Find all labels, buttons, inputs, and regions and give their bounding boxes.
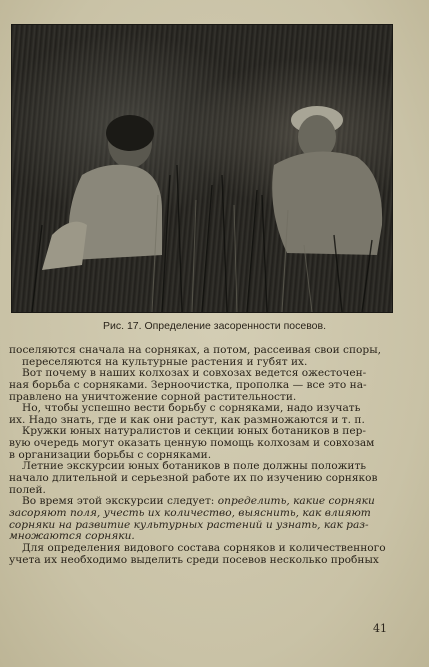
field-photo: [11, 24, 393, 313]
text-line: в организации борьбы с сорняками.: [9, 449, 212, 461]
figure-caption: Рис. 17. Определение засоренности посевов.: [102, 320, 326, 332]
text-line: Вот почему в наших колхозах и совхозах ведется ожесточен-: [22, 368, 367, 380]
text-line: Летние экскурсии юных ботаников в поле должны положить: [22, 461, 367, 473]
text-line: поселяются сначала на сорняках, а потом, рассеивая свои споры,: [9, 345, 382, 356]
text-line: Для определения видового состава сорняков и количественного: [22, 542, 386, 554]
text-line: Кружки юных натуралистов и секции юных ботаников в пер-: [22, 426, 366, 438]
italic-text: определить, какие сорняки: [217, 496, 375, 508]
photo-illustration: [12, 25, 392, 312]
text-line: Но, чтобы успешно вести борьбу с сорняками, надо изучать: [22, 403, 361, 415]
text-line: правлено на уничтожение сорной растительности.: [9, 391, 297, 403]
text-line: засоряют поля, учесть их количество, выяснить, как влияют: [9, 507, 371, 519]
page-number: 41: [373, 622, 387, 635]
text-line: их. Надо знать, где и как они растут, как размножаются и т. п.: [9, 414, 365, 426]
text-line: начало длительной и серьезной работе их по изучению сорняков: [9, 473, 378, 485]
text-line: сорняки на развитие культурных растений и узнать, как раз-: [9, 519, 369, 531]
italic-lead: Во время этой экскурсии следует:: [22, 496, 218, 508]
text-line: вую очередь могут оказать ценную помощь колхозам и совхозам: [9, 438, 375, 450]
text-line: ная борьба с сорняками. Зерноочистка, прополка — все это на-: [9, 379, 367, 391]
text-line: множаются сорняки.: [9, 531, 135, 543]
text-line: [9, 496, 391, 508]
text-line: учета их необходимо выделить среди посевов несколько пробных: [9, 554, 379, 566]
text-line: полей.: [9, 484, 46, 496]
text-line: переселяются на культурные растения и губят их.: [22, 356, 308, 368]
body-text: [9, 345, 391, 566]
